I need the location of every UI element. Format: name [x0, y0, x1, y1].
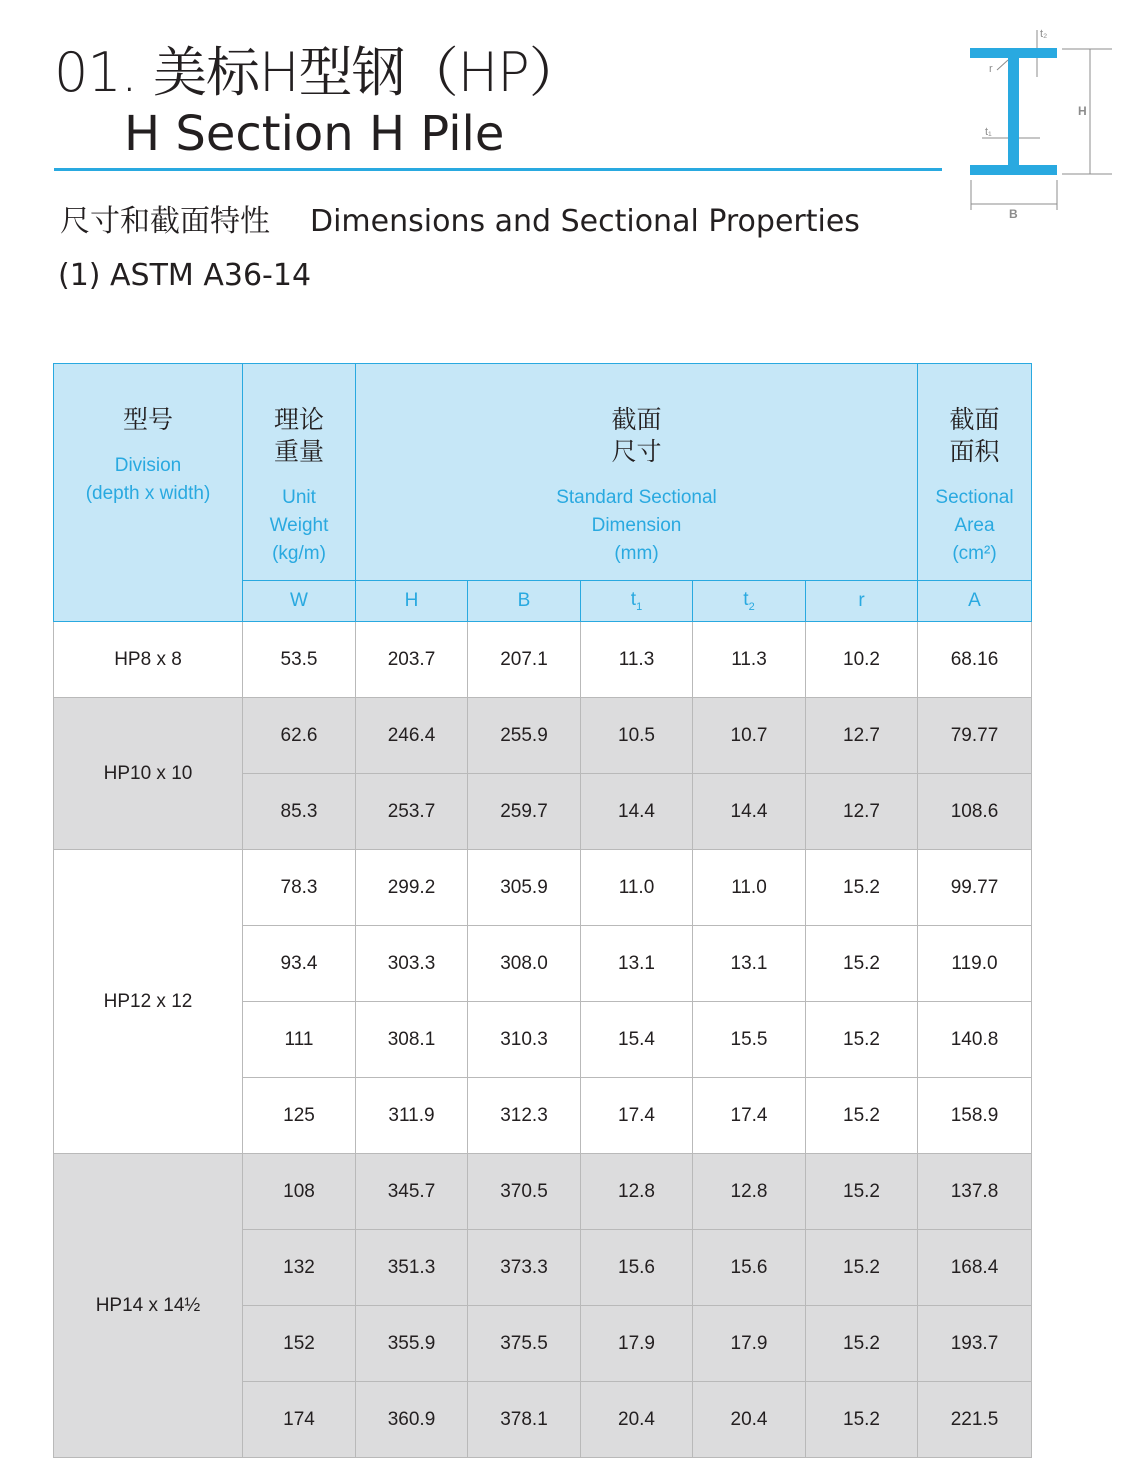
- page-title: 01. 美标H型钢（HP）: [54, 41, 582, 104]
- cell-a: 68.16: [918, 622, 1032, 698]
- header-division: [54, 364, 243, 622]
- cell-b: 310.3: [468, 1002, 581, 1078]
- cell-t1: 15.6: [581, 1230, 693, 1306]
- cell-a: 158.9: [918, 1078, 1032, 1154]
- cell-t2: 15.6: [693, 1230, 806, 1306]
- cell-r: 15.2: [806, 1002, 918, 1078]
- cell-a: 221.5: [918, 1382, 1032, 1458]
- cell-h: 355.9: [356, 1306, 468, 1382]
- cell-t1: 13.1: [581, 926, 693, 1002]
- cell-w: 111: [243, 1002, 356, 1078]
- cell-w: 108: [243, 1154, 356, 1230]
- cell-t2: 13.1: [693, 926, 806, 1002]
- table-row: [54, 850, 1032, 926]
- table-body: [54, 622, 1032, 1458]
- cell-r: 15.2: [806, 1382, 918, 1458]
- cell-h: 360.9: [356, 1382, 468, 1458]
- cell-h: 203.7: [356, 622, 468, 698]
- cell-t2: 20.4: [693, 1382, 806, 1458]
- cell-t2: 15.5: [693, 1002, 806, 1078]
- cell-t2: 17.4: [693, 1078, 806, 1154]
- cell-t2: 10.7: [693, 698, 806, 774]
- header-division-cn: 型号: [122, 406, 173, 434]
- cell-w: 125: [243, 1078, 356, 1154]
- cell-a: 79.77: [918, 698, 1032, 774]
- subheader-b: B: [468, 581, 581, 622]
- cell-b: 255.9: [468, 698, 581, 774]
- cell-w: 85.3: [243, 774, 356, 850]
- cell-r: 15.2: [806, 1230, 918, 1306]
- cell-w: 53.5: [243, 622, 356, 698]
- cell-b: 370.5: [468, 1154, 581, 1230]
- cell-t1: 14.4: [581, 774, 693, 850]
- cell-r: 15.2: [806, 1154, 918, 1230]
- section-heading-cn: 尺寸和截面特性: [60, 204, 270, 239]
- cell-h: 308.1: [356, 1002, 468, 1078]
- r-label: r: [989, 63, 993, 75]
- cell-r: 12.7: [806, 698, 918, 774]
- title-divider: [54, 168, 942, 171]
- cell-b: 305.9: [468, 850, 581, 926]
- subheader-w: W: [243, 581, 356, 622]
- model-cell: HP10 x 10: [54, 698, 243, 850]
- cell-b: 312.3: [468, 1078, 581, 1154]
- cell-h: 246.4: [356, 698, 468, 774]
- subheader-t2: [693, 581, 806, 622]
- header-area: [918, 364, 1032, 581]
- width-label: B: [1009, 207, 1018, 221]
- table-row: [54, 1154, 1032, 1230]
- cell-r: 15.2: [806, 1078, 918, 1154]
- header-area-cn: 截面 面积: [949, 406, 1000, 466]
- cell-r: 12.7: [806, 774, 918, 850]
- header-dimension-cn: 截面 尺寸: [611, 406, 662, 466]
- cell-w: 78.3: [243, 850, 356, 926]
- cell-w: 132: [243, 1230, 356, 1306]
- cell-t1: 17.4: [581, 1078, 693, 1154]
- h-beam-shape: [970, 48, 1057, 175]
- cell-b: 308.0: [468, 926, 581, 1002]
- cell-h: 311.9: [356, 1078, 468, 1154]
- h-section-diagram: [962, 22, 1122, 222]
- header-weight: [243, 364, 356, 581]
- cell-b: 373.3: [468, 1230, 581, 1306]
- cell-h: 253.7: [356, 774, 468, 850]
- cell-w: 174: [243, 1382, 356, 1458]
- header-area-en: Sectional Area (cm²): [935, 487, 1014, 564]
- cell-t2: 12.8: [693, 1154, 806, 1230]
- cell-w: 152: [243, 1306, 356, 1382]
- cell-t2: 14.4: [693, 774, 806, 850]
- cell-t1: 11.0: [581, 850, 693, 926]
- cell-r: 15.2: [806, 850, 918, 926]
- cell-t1: 20.4: [581, 1382, 693, 1458]
- header-dimension: [356, 364, 918, 581]
- cell-a: 193.7: [918, 1306, 1032, 1382]
- cell-t1: 17.9: [581, 1306, 693, 1382]
- cell-a: 137.8: [918, 1154, 1032, 1230]
- cell-t2: 11.3: [693, 622, 806, 698]
- t2-label: t₂: [1040, 28, 1048, 40]
- cell-a: 108.6: [918, 774, 1032, 850]
- header-weight-cn: 理论 重量: [273, 406, 324, 466]
- model-cell: HP14 x 14½: [54, 1154, 243, 1458]
- subheader-t1-letter: t: [630, 589, 637, 611]
- t1-label: t₁: [985, 126, 992, 138]
- cell-b: 207.1: [468, 622, 581, 698]
- cell-r: 10.2: [806, 622, 918, 698]
- cell-r: 15.2: [806, 926, 918, 1002]
- cell-h: 351.3: [356, 1230, 468, 1306]
- standard-label: (1) ASTM A36-14: [58, 258, 312, 293]
- section-heading-en: Dimensions and Sectional Properties: [310, 204, 860, 239]
- cell-t1: 12.8: [581, 1154, 693, 1230]
- header-dimension-en: Standard Sectional Dimension (mm): [556, 487, 717, 564]
- cell-t1: 11.3: [581, 622, 693, 698]
- cell-a: 119.0: [918, 926, 1032, 1002]
- cell-h: 345.7: [356, 1154, 468, 1230]
- cell-w: 62.6: [243, 698, 356, 774]
- section-heading: [60, 196, 860, 240]
- subheader-t1: [581, 581, 693, 622]
- header-weight-en: Unit Weight (kg/m): [269, 487, 329, 564]
- cell-r: 15.2: [806, 1306, 918, 1382]
- cell-b: 375.5: [468, 1306, 581, 1382]
- page-subtitle-en: H Section H Pile: [124, 106, 505, 162]
- subheader-t2-letter: t: [743, 589, 749, 611]
- subheader-t2-index: 2: [748, 600, 755, 613]
- cell-t2: 11.0: [693, 850, 806, 926]
- header-division-en: Division (depth x width): [85, 455, 211, 504]
- cell-w: 93.4: [243, 926, 356, 1002]
- model-cell: HP8 x 8: [54, 622, 243, 698]
- cell-t1: 15.4: [581, 1002, 693, 1078]
- height-label: H: [1078, 104, 1087, 118]
- subheader-h: H: [356, 581, 468, 622]
- cell-b: 259.7: [468, 774, 581, 850]
- cell-h: 303.3: [356, 926, 468, 1002]
- subheader-t1-index: 1: [636, 600, 643, 613]
- cell-a: 168.4: [918, 1230, 1032, 1306]
- cell-a: 140.8: [918, 1002, 1032, 1078]
- cell-b: 378.1: [468, 1382, 581, 1458]
- dimensions-table: [53, 363, 1032, 1458]
- table-row: [54, 622, 1032, 698]
- model-cell: HP12 x 12: [54, 850, 243, 1154]
- cell-t1: 10.5: [581, 698, 693, 774]
- cell-t2: 17.9: [693, 1306, 806, 1382]
- table-row: [54, 698, 1032, 774]
- cell-a: 99.77: [918, 850, 1032, 926]
- subheader-r: r: [806, 581, 918, 622]
- cell-h: 299.2: [356, 850, 468, 926]
- subheader-a: A: [918, 581, 1032, 622]
